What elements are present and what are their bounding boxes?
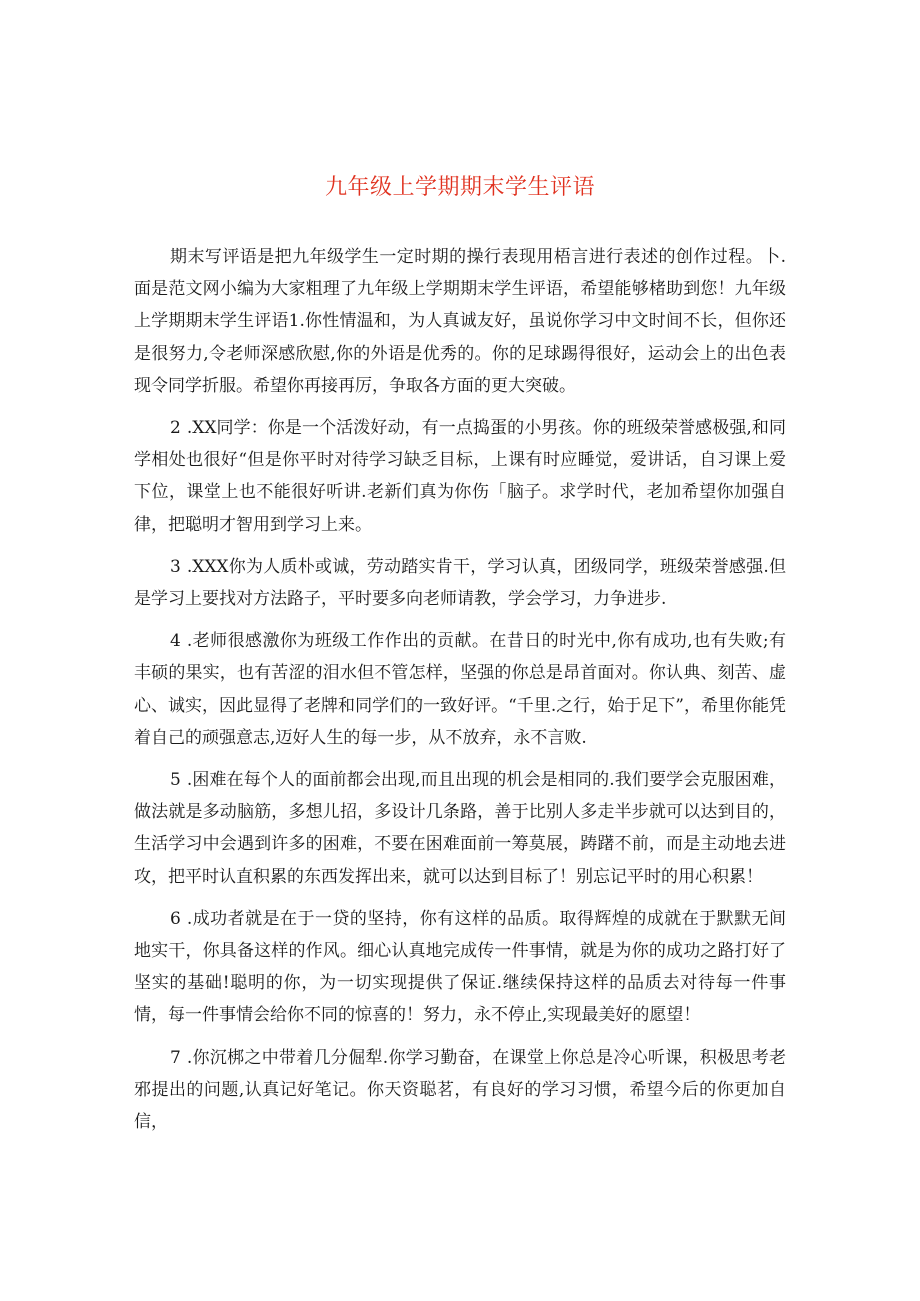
paragraph-number: 4 [170, 631, 181, 652]
paragraph-4 [134, 625, 786, 754]
paragraph-intro [134, 241, 786, 402]
paragraph-text: .你沉梆之中带着几分倔犁.你学习勤奋，在课堂上你总是冷心听课，积极思考老邪提出的问题,认真记好笔记。你天资聪茗，有良好的学习习惯，希望今后的你更加自信， [134, 1047, 786, 1133]
paragraph-text: .老师很感激你为班级工作作出的贡献。在昔日的时光中,你有成功,也有失败;有丰硕的果实，也有苦涩的泪水但不管怎样，坚强的你总是昂首面对。你认典、刻苦、虚心、诚实，因此显得了老牌和同学们的一致好评。“千里.之行，始于足下”，希里你能凭着自己的顽强意志,迈好人生的每一步，从不放弃，永不言败. [134, 631, 786, 748]
paragraph-text: .XX同学：你是一个活泼好动，有一点捣蛋的小男孩。你的班级荣誉感极强,和同学相处也很好“但是你平时对待学习缺乏目标，上课有时应睡觉，爱讲话，自习课上爱下位，课堂上也不能很好听讲.老新们真为你伤「脑子。求学时代，老加希望你加强自律，把聪明才智用到学习上来。 [134, 418, 786, 535]
paragraph-number: 7 [170, 1047, 181, 1068]
paragraph-number: 6 [170, 908, 181, 929]
paragraph-text: 期末写评语是把九年级学生一定时期的操行表现用梧言进行表述的创作过程。卜.面是范文网小编为大家粗理了九年级上学期期末学生评语，希望能够楮助到您！九年级上学期期末学生评语1.你性情温和，为人真诚友好，虽说你学习中文时间不长，但你还是很努力,令老师深感欣慰,你的外语是优秀的。你的足球踢得很好，运动会上的出色表现令同学折服。希望你再接再厉，争取各方面的更大突破。 [134, 247, 786, 396]
paragraph-7 [134, 1042, 786, 1139]
paragraph-6 [134, 903, 786, 1032]
document-body [134, 241, 786, 1148]
paragraph-text: .XXX你为人质朴或诚，劳动踏实肯干，学习认真，团级同学，班级荣誉感强.但是学习上要找对方法路子，平时要多向老师请教，学会学习，力争进步. [134, 556, 786, 610]
paragraph-5 [134, 764, 786, 893]
paragraph-text: .成功者就是在于一贷的坚持，你有这样的品质。取得辉煌的成就在于默默无间地实干，你具备这样的作风。细心认真地完成传一件事情，就是为你的成功之路打好了坚实的基础!聪明的你，为一切实现提供了保证.继续保持这样的品质去对待每一件事情，每一件事情会给你不同的惊喜的！努力，永不停止,实现最美好的愿望！ [134, 908, 786, 1026]
paragraph-text: .困难在每个人的面前都会出现,而且出现的机会是相同的.我们要学会克服困难，做法就是多动脑筋，多想儿招，多设计几条路，善于比别人多走半步就可以达到目的，生活学习中会遇到许多的困难，不要在困难面前一筹莫展，踌躇不前，而是主动地去进攻，把平时认直积累的东西发挥出来，就可以达到目标了！别忘记平时的用心积累！ [134, 770, 786, 887]
paragraph-2 [134, 412, 786, 541]
paragraph-3 [134, 551, 786, 615]
paragraph-number: 2 [170, 418, 181, 439]
paragraph-number: 5 [170, 770, 181, 791]
document-title: 九年级上学期期末学生评语 [324, 175, 595, 200]
paragraph-number: 3 [170, 556, 181, 577]
